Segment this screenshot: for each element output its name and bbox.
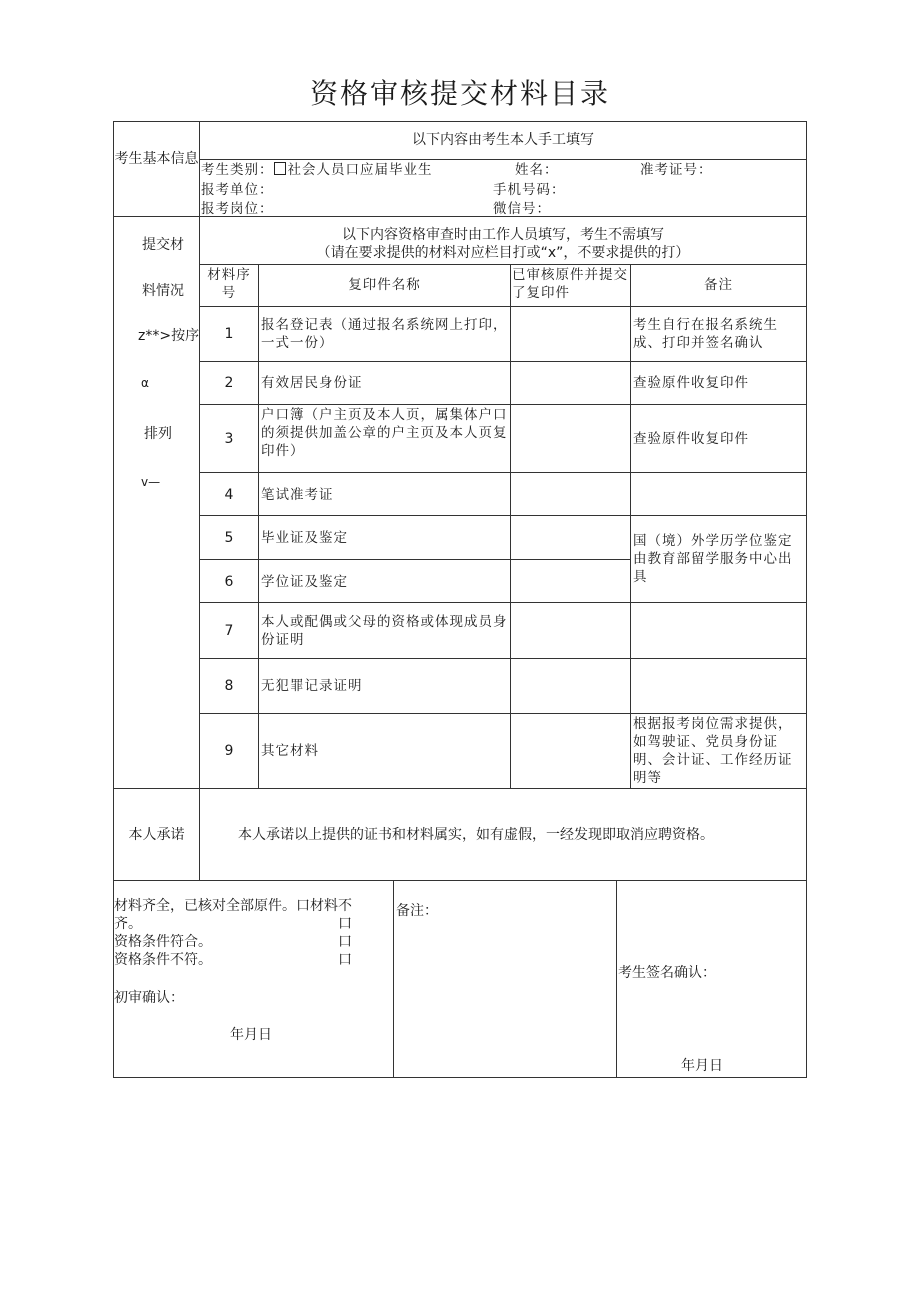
row-9-no: 9 [224,743,234,759]
materials-side-label-6: v— [141,475,161,489]
row-1-no: 1 [224,326,234,342]
review-checkbox-1[interactable]: 口 [338,916,352,932]
row-5-no: 5 [224,530,234,546]
row-7-check-cell[interactable] [511,603,630,658]
review-date: 年月日 [230,1027,272,1043]
row-3-no: 3 [224,431,234,447]
row-2-name: 有效居民身份证 [261,375,363,391]
signature-date: 年月日 [681,1058,723,1074]
column-header-no: 材料序号 [207,267,251,301]
unit-label: 报考单位： [201,182,274,198]
row-8-no: 8 [224,678,234,694]
page-title: 资格审核提交材料目录 [309,77,610,110]
review-checkbox-3[interactable]: 口 [338,952,352,968]
row-5-check-cell[interactable] [511,516,630,559]
row-1-check-cell[interactable] [511,307,630,361]
row-1-name: 报名登记表（通过报名系统网上打印，一式一份） [261,317,508,351]
row-5-name: 毕业证及鉴定 [261,530,348,546]
materials-header-line1: 以下内容资格审查时由工作人员填写，考生不需填写 [342,227,664,243]
row-2-no: 2 [224,375,234,391]
row-8-name: 无犯罪记录证明 [261,678,363,694]
column-header-name: 复印件名称 [348,277,421,293]
basic-info-header: 以下内容由考生本人手工填写 [412,132,594,148]
row-3-name: 户口簿（户主页及本人页，属集体户口的须提供加盖公章的户主页及本人页复印件） [261,407,508,459]
row-6-name: 学位证及鉴定 [261,574,348,590]
review-line-1: 材料齐全，已核对全部原件。口材料不齐。 [114,898,352,932]
row-4-check-cell[interactable] [511,473,630,515]
review-line-3: 资格条件不符。 [114,952,212,968]
column-header-verified: 已审核原件并提交了复印件 [512,267,628,301]
row-5-6-merged-note: 国（境）外学历学位鉴定由教育部留学服务中心出具 [633,533,793,585]
basic-info-label: 考生基本信息 [114,151,199,167]
row-9-check-cell[interactable] [511,714,630,788]
row-2-note: 查验原件收复印件 [633,375,749,391]
review-checkbox-2[interactable]: 口 [338,934,352,950]
row-7-name: 本人或配偶或父母的资格或体现成员身份证明 [261,614,508,648]
wechat-label: 微信号： [493,201,551,215]
promise-text: 本人承诺以上提供的证书和材料属实，如有虚假，一经发现即取消应聘资格。 [238,827,714,843]
row-3-note: 查验原件收复印件 [633,431,749,447]
row-6-check-cell[interactable] [511,560,630,602]
row-6-no: 6 [224,574,234,590]
materials-side-label-2: 料情况 [142,283,184,299]
materials-side-label-3: z**>按序 [138,328,200,344]
row-9-note: 根据报考岗位需求提供，如驾驶证、党员身份证明、会计证、工作经历证明等 [633,716,793,786]
row-2-check-cell[interactable] [511,362,630,404]
ticket-number-label: 准考证号： [640,162,713,178]
remark-area[interactable] [394,922,615,1076]
row-9-name: 其它材料 [261,743,319,759]
name-label: 姓名： [515,162,559,178]
phone-label: 手机号码： [493,182,566,198]
materials-side-label-5: 排列 [144,426,172,442]
category-label: 考生类别： [201,162,274,178]
row-3-check-cell[interactable] [511,405,630,472]
category-options: 社会人员口应届毕业生 [287,162,433,178]
row-7-no: 7 [224,623,234,639]
row-8-check-cell[interactable] [511,659,630,713]
column-header-note: 备注 [704,277,733,293]
category-field[interactable] [201,161,433,179]
review-line-2: 资格条件符合。 [114,934,212,950]
promise-label: 本人承诺 [128,827,185,843]
row-4-name: 笔试准考证 [261,487,334,503]
initial-confirm-label: 初审确认： [114,990,184,1006]
materials-side-label-1: 提交材 [142,237,184,253]
checkbox-icon[interactable] [274,162,286,175]
remark-label: 备注： [396,903,438,919]
signature-label: 考生签名确认： [618,965,716,981]
row-1-note: 考生自行在报名系统生成、打印并签名确认 [633,317,778,351]
row-4-no: 4 [224,487,234,503]
materials-header-line2: （请在要求提供的材料对应栏目打或“x”，不要求提供的打） [316,245,690,261]
materials-side-label-4: α [141,376,149,390]
position-label: 报考岗位： [201,201,274,215]
